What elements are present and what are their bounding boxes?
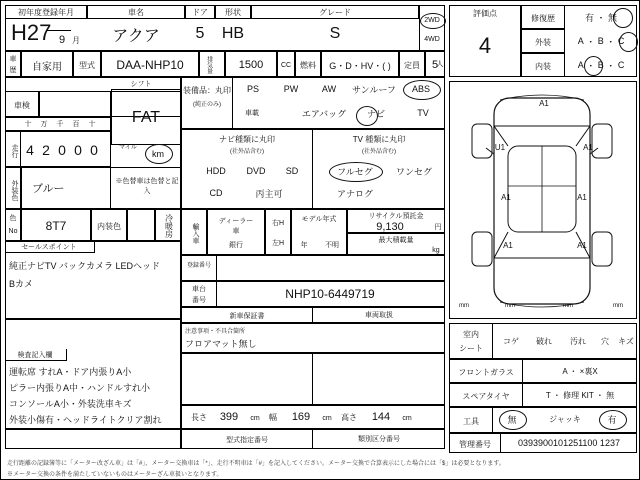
inspection-line-3: 外装小傷有・ヘッドライトクリア割れ (9, 414, 162, 425)
repair-selected-circle (613, 8, 633, 28)
interior-item-yabure: 破れ (536, 336, 552, 346)
line-value-cell (39, 91, 111, 117)
inspection-line-2: コンソールA小・外装洗車キズ (9, 398, 132, 409)
first-reg-month: 9 (58, 34, 66, 46)
interior-seat-label-cell: 室内 シート (449, 323, 493, 359)
interior-selected-circle (584, 56, 603, 76)
exterior-label-cell: 外装 (521, 29, 565, 53)
damage-marker-a1-left: U1 (494, 142, 506, 152)
shape-value: HB (221, 25, 245, 42)
sales-title-cell: セールスポイント (5, 241, 95, 253)
mileage-label-cell: 走行 (5, 131, 21, 167)
exterior-opt-c: C (617, 36, 625, 46)
sales-line-1: Bカメ (9, 278, 34, 289)
interior-opt-a: A (577, 60, 584, 70)
digit-header-1: 万 (40, 121, 48, 128)
tv-fullseg-circle (329, 162, 383, 182)
interior-item-koge: コゲ (503, 336, 519, 346)
displacement-unit-cell: CC (277, 51, 295, 77)
month-underline (47, 30, 71, 31)
shift-value-cell: FAT (111, 89, 181, 145)
damage-marker-a1-top: A1 (539, 98, 549, 108)
exterior-selected-circle (619, 32, 638, 52)
width-unit: cm (322, 414, 332, 422)
color-value-cell: ブルー (21, 167, 111, 209)
equip-aw: AW (321, 84, 337, 94)
jack-value-circle (599, 410, 627, 430)
car-name-value: アクア (112, 27, 160, 45)
digit-header-0: 十 (24, 121, 32, 128)
tv-title: TV 種類に丸印 (352, 134, 406, 144)
tools-value-circle (499, 410, 527, 430)
interior-opt-b: B (597, 60, 604, 70)
interior-label-cell: 内装 (521, 53, 565, 77)
interior-item-ana: 穴 (601, 336, 609, 346)
inspection-title-cell: 検査記入欄 (5, 349, 67, 361)
bottom-left-blank (5, 429, 181, 449)
spare-tire-label-cell: スペアタイヤ (449, 383, 523, 407)
front-glass-label-cell: フロントガラス (449, 359, 523, 383)
car-damage-diagram (449, 81, 637, 319)
mm-label-right: mm (613, 303, 623, 309)
equip-ps: PS (246, 84, 259, 94)
interior-opt-c: C (617, 60, 625, 70)
type-code-cell: 型式指定番号 (181, 429, 313, 449)
repair-options: 有 ・ 無 (584, 12, 617, 23)
damage-marker-a1-midleft: A1 (501, 192, 511, 202)
line-label-cell: 車検 (5, 91, 39, 117)
exterior-sep-2: ・ (606, 36, 616, 47)
reg-number-label-cell: 登録番号 (181, 255, 217, 281)
equip-abs: ABS (411, 84, 430, 94)
frame-label-cell: 車台 番号 (181, 281, 217, 307)
equip-sunroof: サンルーフ (352, 84, 396, 95)
sales-line-0: 純正ナビTV バックカメラ LEDヘッド (9, 260, 161, 271)
tools-label-cell: 工具 (449, 407, 493, 433)
footer-line-1: 走行距離の記録簿等に「メーター改ざん車」は「#」、メーター交換車は「*」、走行不明車は「#」を記入してください。メーター交換で合算表示にした場合には「$」は必要となります。 (7, 460, 505, 467)
digit-header-2: 千 (56, 121, 64, 128)
new-insurance-cell: 新車保証書 (181, 307, 313, 323)
length-label: 長さ (191, 412, 207, 422)
height-value: 144 (371, 411, 391, 423)
model-year-label-cell: モデル年式 年 不明 (291, 209, 347, 255)
damage-marker-u1-right: A1 (583, 142, 593, 152)
drive-2wd-circle (420, 13, 446, 29)
nav-sd: SD (285, 166, 299, 176)
front-glass-value: A ・ ×裏X (562, 366, 598, 376)
nav-hdd: HDD (206, 166, 226, 176)
nav-title: ナビ種類に丸印 (219, 134, 275, 144)
dealer-cell: ディーラー 車 銀行 (207, 209, 265, 255)
interior-color-label-cell: 内装色 (91, 209, 127, 241)
equip-tv: TV (417, 108, 429, 118)
equip-navi: ナビ (366, 108, 385, 119)
height-unit: cm (402, 414, 412, 422)
frame-value: NHP10-6449719 (285, 287, 375, 301)
length-unit: cm (250, 414, 260, 422)
model-label-cell: 型式 (73, 51, 101, 77)
mm-label-mid1: mm (505, 303, 515, 309)
width-label: 幅 (269, 412, 277, 422)
seats-unit: 人 (436, 61, 444, 68)
import-label-cell: 輸入車 (181, 209, 207, 255)
nav-dvd: DVD (246, 166, 266, 176)
damage-marker-a1-lowleft: A1 (503, 240, 513, 250)
damage-marker-a1-lowright: A1 (577, 240, 587, 250)
seats-value-cell: 5 (425, 51, 445, 77)
grade-value: S (329, 25, 341, 42)
inspection-line-0: 運転席 すれA・ドア内張りA小 (9, 366, 132, 377)
displacement-value-cell: 1500 (225, 51, 277, 77)
model-value-cell: DAA-NHP10 (101, 51, 199, 77)
equip-row2-label: 車載 (245, 110, 259, 117)
blank-cell-left (181, 353, 313, 405)
interior-sep-2: ・ (606, 60, 616, 71)
first-reg-value: H27 (11, 20, 52, 45)
mileage-digit-3: 0 (74, 142, 82, 158)
score-value: 4 (478, 33, 492, 58)
equip-abs-circle (403, 80, 441, 100)
first-reg-label-cell: 初年度登録年月 (5, 5, 87, 19)
colorcode-value-cell: 8T7 (21, 209, 91, 241)
color-label-cell: 外装色 (5, 167, 21, 209)
tv-oneseg: ワンセグ (395, 166, 432, 177)
exterior-opt-a: A (577, 36, 584, 46)
drive-2wd-label: 2WD (424, 16, 440, 24)
digit-header-4: 十 (88, 121, 96, 128)
vehicle-record-label: 車両取扱 (365, 312, 393, 319)
nav-cd: CD (209, 188, 223, 198)
repair-label-cell: 修復歴 (521, 5, 565, 29)
height-label: 高さ (341, 412, 357, 422)
seats-label-cell: 定員 (399, 51, 425, 77)
jack-value: 有 (607, 414, 617, 425)
mgmt-label-cell: 管理番号 (449, 433, 501, 453)
digit-header-3: 百 (72, 121, 80, 128)
colorcode-label-cell: 色 No (5, 209, 21, 241)
fuel-label-cell: 燃料 (295, 51, 321, 77)
exterior-sep-1: ・ (586, 36, 596, 47)
fuel-value-cell: G・D・HV・( ) (321, 51, 399, 77)
first-reg-month-suffix: 月 (72, 35, 80, 45)
mileage-digit-4: 0 (90, 142, 98, 158)
doors-value: 5 (195, 25, 205, 42)
interior-item-yogore: 汚れ (570, 336, 586, 346)
max-load-cell: 最大積載量 kg (347, 233, 445, 255)
owner-value-cell: 自家用 (21, 51, 73, 77)
mileage-unit-label: マイル (119, 144, 137, 151)
equipment-title-cell: 装備品：丸印 (純正のみ) (181, 77, 233, 129)
interior-sep-1: ・ (586, 60, 596, 71)
color-note: ※色替車は色替と記入 (115, 178, 179, 195)
equip-pw: PW (283, 84, 299, 94)
drive-4wd-label: 4WD (424, 35, 440, 43)
displacement-label-cell: 排気量 (199, 51, 225, 77)
interior-item-kizu: キズ (618, 336, 634, 346)
footer-line-2: ※メーター交換の条件を満たしていないものはメーターざん車扱いとなります。 (7, 471, 223, 478)
doors-label-cell: ドア (185, 5, 215, 19)
equip-airbag: エアバッグ (301, 108, 347, 119)
owner-label-cell: 車 歴 (5, 51, 21, 77)
mileage-digit-1: 2 (42, 142, 50, 158)
mileage-unit: km (152, 149, 164, 159)
length-value: 399 (219, 411, 239, 423)
recycle-cell: リサイクル預託金 9,130 円 (347, 209, 445, 233)
grade-label-cell: グレード (251, 5, 419, 19)
class-code-label: 類別区分番号 (358, 436, 400, 443)
car-outline-svg (450, 82, 636, 318)
note-label: 注意事項・不具合箇所 (185, 328, 246, 335)
shift-label: シフト (130, 81, 152, 88)
interior-color-value-cell (127, 209, 155, 241)
reg-number-row (181, 255, 445, 281)
tv-title-note: (社外品含む) (362, 148, 396, 155)
nav-dvd-play: 丙主可 (255, 188, 283, 199)
inspection-line-1: ピラー内張りA中・ハンドルすれ小 (9, 382, 151, 393)
score-label: 評価点 (473, 8, 497, 18)
tv-analog: アナログ (336, 188, 373, 199)
exterior-opt-b: B (597, 36, 604, 46)
spare-tire-value: T ・ 修理 KIT ・ 無 (545, 390, 615, 400)
damage-marker-a1-midright: A1 (577, 192, 587, 202)
tools-value: 無 (507, 414, 517, 425)
ac-label-cell: 冷暖房 (155, 209, 181, 241)
mileage-digit-2: 0 (58, 142, 66, 158)
note-value: フロアマット無し (185, 338, 257, 349)
mileage-unit-circle (145, 144, 173, 164)
car-name-label-cell: 車名 (87, 5, 185, 19)
width-value: 169 (291, 411, 311, 423)
jack-label: ジャッキ (549, 414, 581, 424)
mgmt-value: 0393900101251100 1237 (518, 438, 620, 448)
nav-title-note: (社外品含む) (230, 148, 264, 155)
mm-label-mid2: mm (563, 303, 573, 309)
tv-fullseg: フルセグ (337, 166, 373, 177)
mm-label-left: mm (459, 303, 469, 309)
shape-label-cell: 形状 (215, 5, 251, 19)
hand-cell: 右H 左H (265, 209, 291, 255)
mileage-digit-0: 4 (26, 142, 34, 158)
